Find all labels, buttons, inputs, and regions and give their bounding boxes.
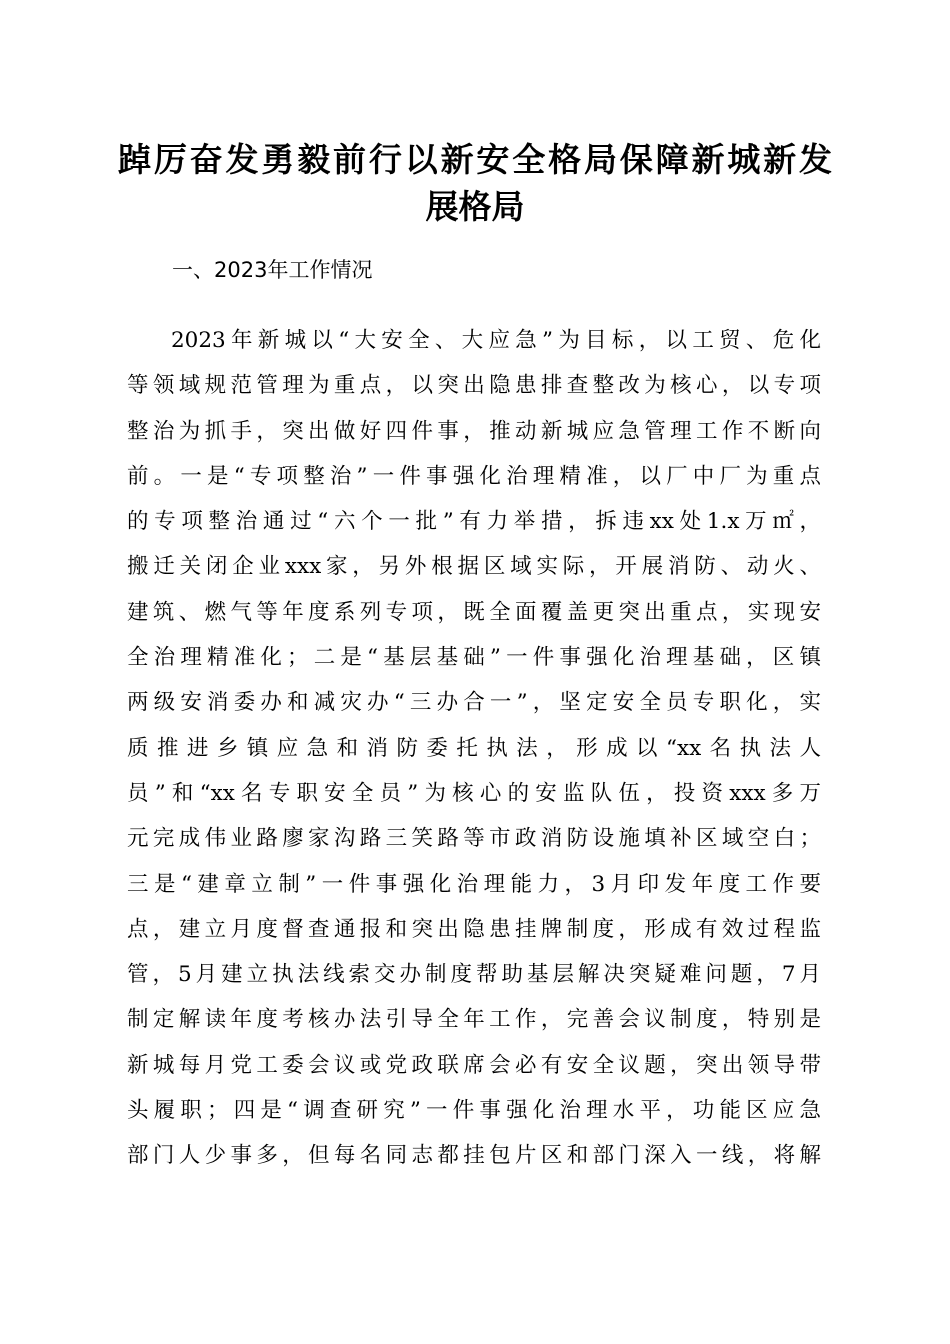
paragraph-line: 新城每月党工委会议或党政联席会必有安全议题，突出领导带 [127, 1052, 821, 1078]
paragraph-line: 元完成伟业路廖家沟路三笑路等市政消防设施填补区域空白； [127, 826, 821, 852]
paragraph-line: 质推进乡镇应急和消防委托执法，形成以“xx名执法人 [127, 735, 821, 761]
paragraph-line: 点，建立月度督查通报和突出隐患挂牌制度，形成有效过程监 [127, 916, 821, 942]
title-line-1: 踔厉奋发勇毅前行以新安全格局保障新城新发 [118, 140, 832, 179]
paragraph-line: 员”和“xx名专职安全员”为核心的安监队伍，投资xxx多万 [127, 780, 821, 806]
paragraph-line: 全治理精准化；二是“基层基础”一件事强化治理基础，区镇 [127, 645, 821, 671]
section-heading: 一、2023年工作情况 [172, 258, 373, 282]
paragraph-line: 制定解读年度考核办法引导全年工作，完善会议制度，特别是 [127, 1007, 821, 1033]
paragraph-line: 管，5月建立执法线索交办制度帮助基层解决突疑难问题，7月 [127, 962, 821, 988]
paragraph-line: 搬迁关闭企业xxx家，另外根据区域实际，开展消防、动火、 [127, 554, 821, 580]
paragraph-line: 三是“建章立制”一件事强化治理能力，3月印发年度工作要 [127, 871, 821, 897]
body-paragraph [127, 322, 821, 1183]
document-title [118, 136, 832, 230]
paragraph-line: 两级安消委办和减灾办“三办合一”，坚定安全员专职化，实 [127, 690, 821, 716]
paragraph-line: 建筑、燃气等年度系列专项，既全面覆盖更突出重点，实现安 [127, 599, 821, 625]
paragraph-line: 部门人少事多，但每名同志都挂包片区和部门深入一线，将解 [127, 1143, 821, 1169]
paragraph-line: 的专项整治通过“六个一批”有力举措，拆违xx处1.x万㎡， [127, 509, 821, 535]
paragraph-line: 头履职；四是“调查研究”一件事强化治理水平，功能区应急 [127, 1098, 821, 1124]
paragraph-line: 2023年新城以“大安全、大应急”为目标，以工贸、危化 [171, 328, 821, 353]
paragraph-line: 前。一是“专项整治”一件事强化治理精准，以厂中厂为重点 [127, 463, 821, 489]
paragraph-line: 等领域规范管理为重点，以突出隐患排查整改为核心，以专项 [127, 373, 821, 399]
paragraph-line: 整治为抓手，突出做好四件事，推动新城应急管理工作不断向 [127, 418, 821, 444]
title-line-2: 展格局 [425, 187, 525, 226]
